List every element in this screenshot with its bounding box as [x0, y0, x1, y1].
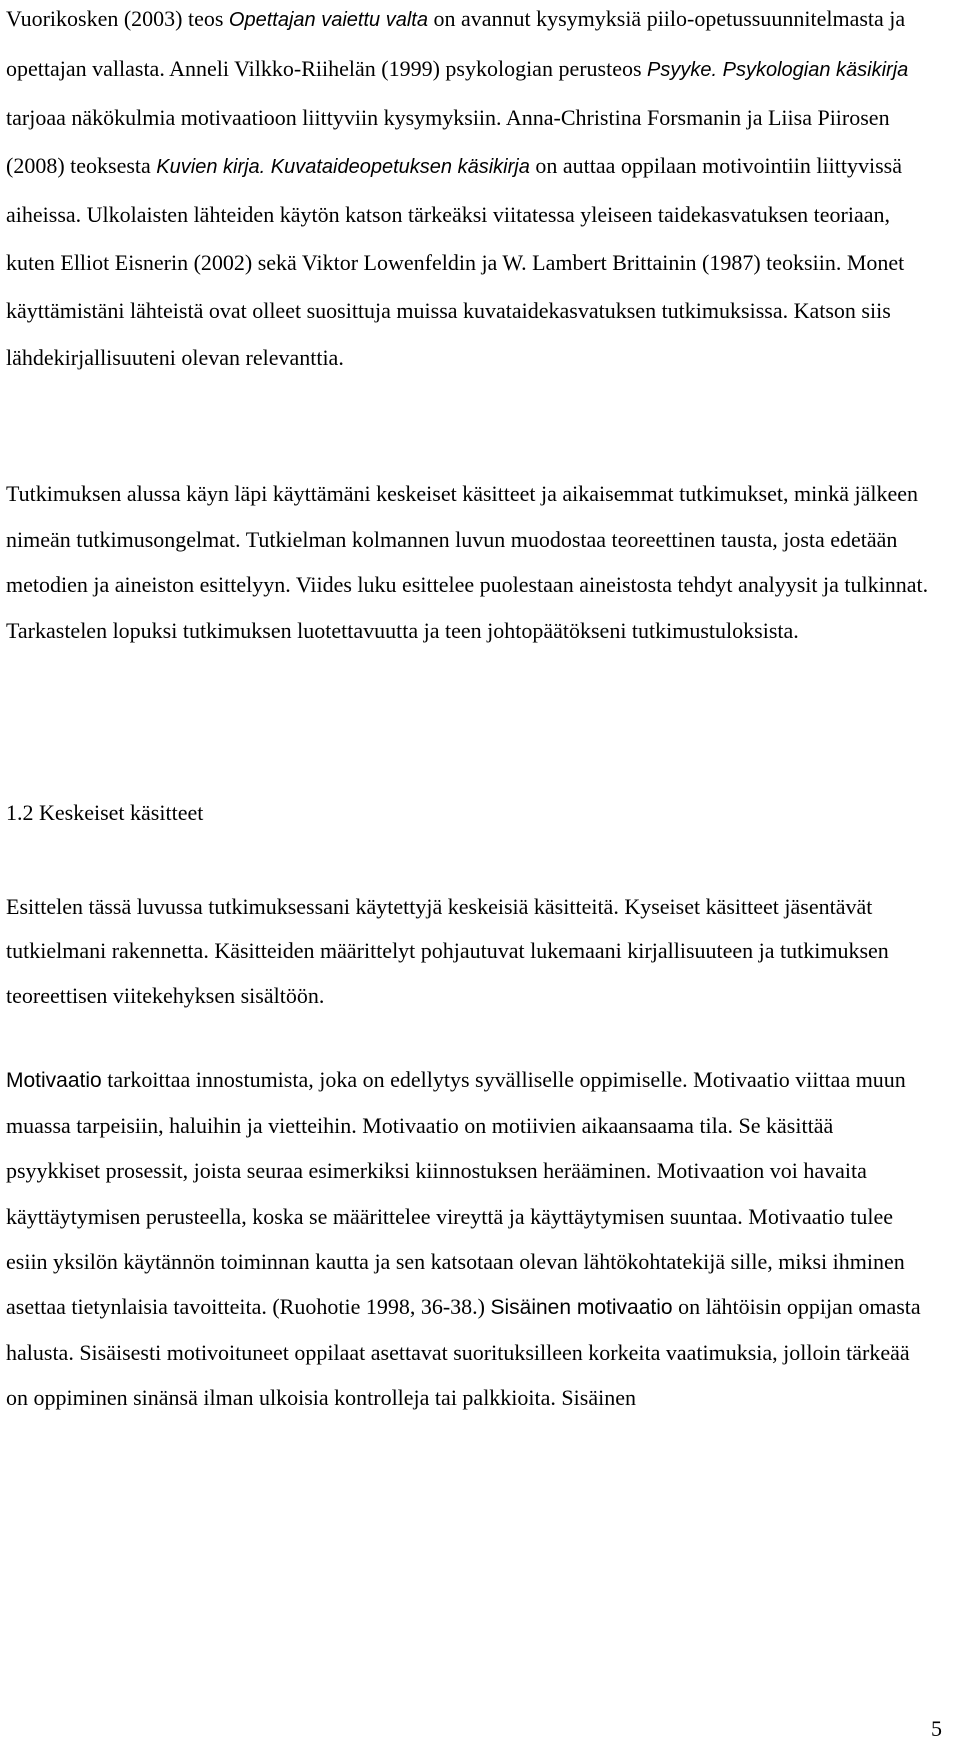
book-title-opettajan-vaiettu-valta: Opettajan vaiettu valta	[228, 9, 428, 31]
term-motivaatio: Motivaatio	[6, 1069, 102, 1092]
paragraph-sources	[6, 0, 930, 382]
term-sisainen-motivaatio: Sisäinen motivaatio	[490, 1296, 673, 1320]
text-run: Vuorikosken (2003) teos	[6, 6, 229, 31]
text-run: tarjoaa näkökulmia motivaatioon liittyviin kysymyksiin. Anna-Christina Forsmanin ja Liisa Piirosen (2008) teoksesta	[6, 105, 890, 178]
text-run: on auttaa oppilaan motivointiin liittyvissä aiheissa. Ulkolaisten lähteiden käytön katson tärkeäksi viitatessa yleiseen taidekasvatuksen teoriaan, kuten Elliot Eisnerin (2002) sekä Viktor Lowenfeldin ja W. Lambert Brittainin (1987) teoksiin. Monet käyttämistäni lähteistä ovat olleet suosittuja muissa kuvataidekasvatuksen tutkimuksissa. Katson siis lähdekirjallisuuteni olevan relevanttia.	[6, 152, 905, 371]
book-title-kuvien-kirja: Kuvien kirja. Kuvataideopetuksen käsikirja	[156, 155, 530, 178]
book-title-psyyke: Psyyke. Psykologian käsikirja	[647, 58, 909, 81]
text-run: on lähtöisin oppijan omasta halusta. Sisäisesti motivoituneet oppilaat asettavat suorituksilleen korkeita vaatimuksia, jolloin tärkeää on oppiminen sinänsä ilman ulkoisia kontrolleja tai palkkioita. Sisäinen	[6, 1294, 921, 1411]
page-number: 5	[931, 1716, 942, 1741]
text-run: on avannut kysymyksiä piilo-opetussuunnitelmasta ja opettajan vallasta. Anneli Vilkko-Riihelän (1999) psykologian perusteos	[6, 6, 906, 81]
section-heading: 1.2 Keskeiset käsitteet	[6, 800, 204, 825]
paragraph-structure: Tutkimuksen alussa käyn läpi käyttämäni keskeiset käsitteet ja aikaisemmat tutkimukset, minkä jälkeen nimeän tutkimusongelmat. Tutkielman kolmannen luvun muodostaa teoreettinen tausta, josta edetään metodien ja aineiston esittelyyn. Viides luku esittelee puolestaan aineistosta tehdyt analyysit ja tulkinnat. Tarkastelen lopuksi tutkimuksen luotettavuutta ja teen johtopäätökseni tutkimustuloksista.	[6, 481, 929, 643]
paragraph-concepts-intro: Esittelen tässä luvussa tutkimuksessani käytettyjä keskeisiä käsitteitä. Kyseiset käsitteet jäsentävät tutkielmani rakennetta. Käsitteiden määrittelyt pohjautuvat lukemaani kirjallisuuteen ja tutkimuksen teoreettisen viitekehyksen sisältöön.	[6, 894, 889, 1008]
paragraph-motivaatio	[6, 1057, 930, 1421]
text-run: tarkoittaa innostumista, joka on edellytys syvälliselle oppimiselle. Motivaatio viittaa muun muassa tarpeisiin, haluihin ja vietteihin. Motivaatio on motiivien aikaansaama tila. Se käsittää psyykkiset prosessit, joista seuraa esimerkiksi kiinnostuksen herääminen. Motivaation voi havaita käyttäytymisen perusteella, koska se määrittelee vireyttä ja käyttäytymisen suuntaa. Motivaatio tulee esiin yksilön käytännön toiminnan kautta ja sen katsotaan olevan lähtökohtatekijä sille, miksi ihminen asettaa tietynlaisia tavoitteita. (Ruohotie 1998, 36-38.)	[6, 1067, 906, 1320]
